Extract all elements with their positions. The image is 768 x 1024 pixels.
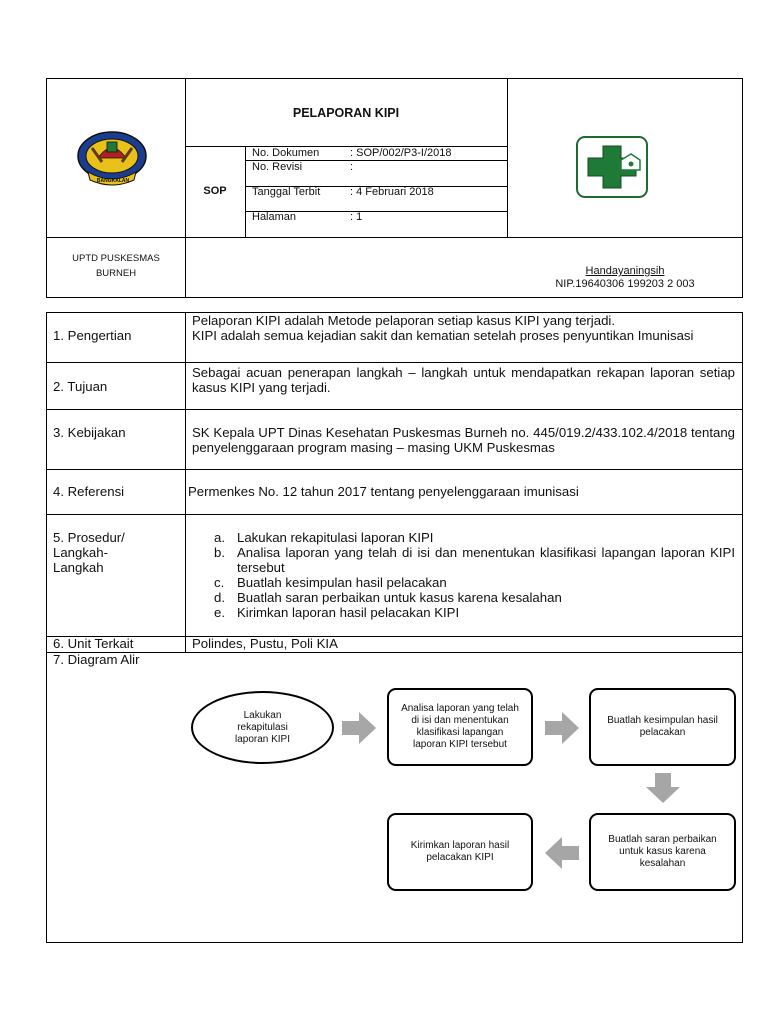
page-value: : 1 bbox=[350, 211, 363, 223]
step-text: Kirimkan laporan hasil pelacakan KIPI bbox=[237, 605, 460, 620]
bangkalan-emblem-logo bbox=[74, 128, 150, 190]
flow-node-4-box bbox=[589, 813, 736, 891]
kebijakan-label: 3. Kebijakan bbox=[53, 425, 126, 440]
list-item bbox=[214, 575, 735, 590]
step-letter: e. bbox=[214, 605, 225, 620]
flow-node-4-text: Buatlah saran perbaikan untuk kasus karena kesalahan bbox=[608, 834, 717, 869]
step-letter: b. bbox=[214, 545, 225, 560]
unit-terkait-text: Polindes, Pustu, Poli KIA bbox=[192, 636, 338, 651]
page-title: PELAPORAN KIPI bbox=[292, 106, 400, 120]
issue-date-label: Tanggal Terbit bbox=[252, 186, 321, 198]
sop-label: SOP bbox=[203, 185, 227, 197]
institution-line-1: UPTD PUSKESMAS bbox=[72, 253, 160, 264]
puskesmas-logo bbox=[576, 136, 648, 198]
list-item bbox=[214, 545, 735, 575]
unit-terkait-label: 6. Unit Terkait bbox=[53, 636, 134, 651]
flow-node-5-box bbox=[387, 813, 533, 891]
revision-value: : bbox=[350, 161, 354, 173]
issue-date-value: : 4 Februari 2018 bbox=[350, 186, 434, 198]
flow-node-5-text: Kirimkan laporan hasil pelacakan KIPI bbox=[410, 840, 510, 863]
referensi-text: Permenkes No. 12 tahun 2017 tentang penyelenggaraan imunisasi bbox=[188, 484, 579, 499]
arrow-down-icon bbox=[646, 773, 680, 803]
flow-node-2-box bbox=[387, 688, 533, 766]
prosedur-label-line-1: 5. Prosedur/ bbox=[53, 530, 125, 545]
institution-line-2: BURNEH bbox=[95, 268, 137, 279]
list-item bbox=[214, 530, 735, 545]
signer-nip: NIP.19640306 199203 2 003 bbox=[555, 278, 695, 290]
arrow-left-icon bbox=[545, 837, 579, 869]
revision-label: No. Revisi bbox=[252, 161, 303, 173]
tujuan-text: Sebagai acuan penerapan langkah – langkah untuk mendapatkan rekapan laporan setiap kasus KIPI yang terjadi. bbox=[192, 365, 735, 395]
signer-name: Handayaningsih bbox=[585, 265, 665, 277]
prosedur-label bbox=[53, 530, 125, 575]
list-item bbox=[214, 605, 735, 620]
pengertian-label: 1. Pengertian bbox=[53, 328, 132, 343]
procedure-steps-list bbox=[214, 530, 735, 620]
step-letter: d. bbox=[214, 590, 225, 605]
kebijakan-text: SK Kepala UPT Dinas Kesehatan Puskesmas Burneh no. 445/019.2/433.102.4/2018 tentang penyelenggaraan program masing – masing UKM Puskesmas bbox=[192, 425, 735, 455]
emblem-banner-text: BANGKALAN bbox=[96, 178, 130, 184]
flow-node-1-text: Lakukan rekapitulasi laporan KIPI bbox=[234, 709, 291, 745]
step-letter: c. bbox=[214, 575, 225, 590]
doc-number-label: No. Dokumen bbox=[252, 147, 320, 159]
prosedur-label-line-2: Langkah- bbox=[53, 545, 108, 560]
pengertian-line-2: KIPI adalah semua kejadian sakit dan kematian setelah proses penyuntikan Imunisasi bbox=[192, 328, 694, 343]
page-label: Halaman bbox=[252, 211, 297, 223]
doc-number-value: : SOP/002/P3-I/2018 bbox=[350, 147, 452, 159]
step-text: Lakukan rekapitulasi laporan KIPI bbox=[237, 530, 434, 545]
institution-name bbox=[47, 251, 185, 281]
tujuan-label: 2. Tujuan bbox=[53, 379, 108, 394]
step-text: Buatlah kesimpulan hasil pelacakan bbox=[237, 575, 447, 590]
step-text: Analisa laporan yang telah di isi dan menentukan klasifikasi lapangan laporan KIPI tersebut bbox=[237, 545, 735, 575]
step-text: Buatlah saran perbaikan untuk kasus karena kesalahan bbox=[237, 590, 562, 605]
flow-node-3-box bbox=[589, 688, 736, 766]
list-item bbox=[214, 590, 735, 605]
flow-node-2-text: Analisa laporan yang telah di isi dan menentukan klasifikasi lapangan laporan KIPI tersebut bbox=[401, 703, 519, 750]
diagram-label: 7. Diagram Alir bbox=[53, 652, 140, 667]
step-letter: a. bbox=[214, 530, 225, 545]
arrow-right-icon bbox=[545, 712, 579, 744]
pengertian-line-1: Pelaporan KIPI adalah Metode pelaporan setiap kasus KIPI yang terjadi. bbox=[192, 313, 616, 328]
arrow-right-icon bbox=[342, 712, 376, 744]
flow-node-3-text: Buatlah kesimpulan hasil pelacakan bbox=[607, 715, 718, 738]
flow-node-1-ellipse bbox=[191, 691, 334, 764]
referensi-label: 4. Referensi bbox=[53, 484, 125, 499]
prosedur-label-line-3: Langkah bbox=[53, 560, 104, 575]
